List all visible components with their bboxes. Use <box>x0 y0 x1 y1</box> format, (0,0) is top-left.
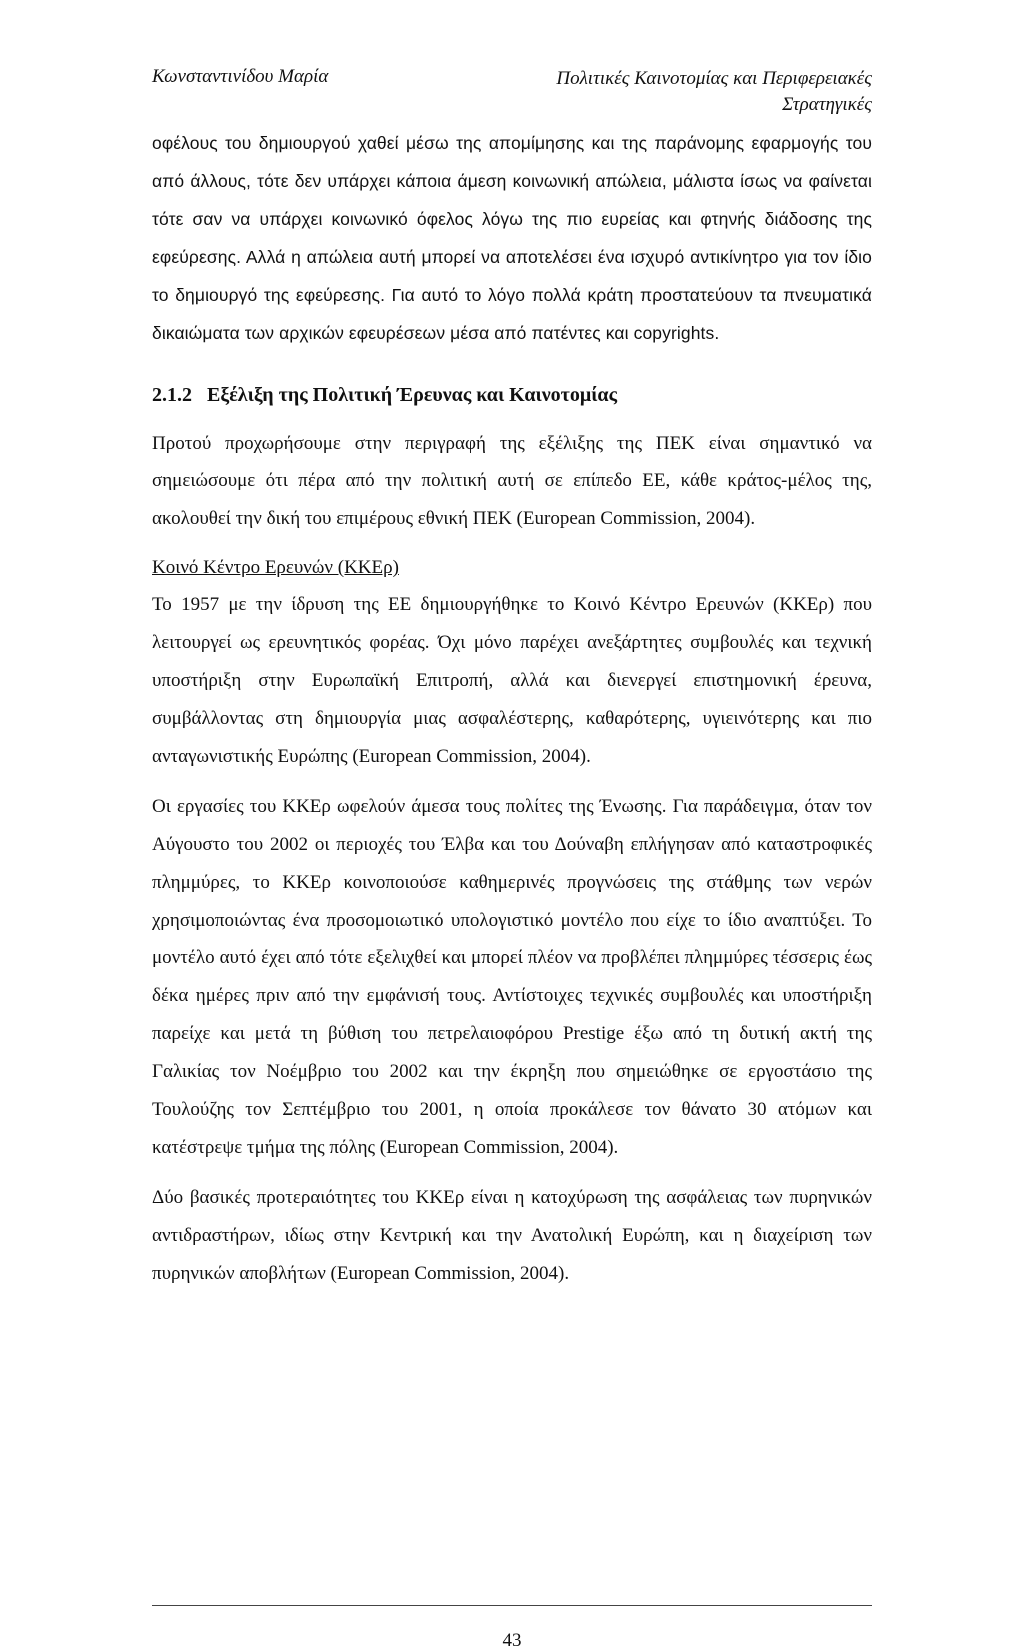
section-intro-paragraph: Προτού προχωρήσουμε στην περιγραφή της εξέλιξης της ΠΕΚ είναι σημαντικό να σημειώσουμε ότι πέρα από την πολιτική αυτή σε επίπεδο ΕΕ, κάθε κράτος-μέλος της, ακολουθεί την δική του επιμέρους εθνική ΠΕΚ (European Commission, 2004). <box>152 432 872 530</box>
intro-paragraph: οφέλους του δημιουργού χαθεί μέσω της απομίμησης και της παράνομης εφαρμογής του από άλλους, τότε δεν υπάρχει κάποια άμεση κοινωνική απώλεια, μάλιστα ίσως να φαίνεται τότε σαν να υπάρχει κοινωνικό όφελος λόγω της πιο ευρείας και φτηνής διάδοσης της εφεύρεσης. Αλλά η απώλεια αυτή μπορεί να αποτελέσει ένα ισχυρό αντικίνητρο για τον ίδιο το δημιουργό της εφεύρεσης. Για αυτό το λόγο πολλά κράτη προστατεύουν τα πνευματικά δικαιώματα των αρχικών εφευρέσεων μέσα από πατέντες και copyrights. <box>152 133 872 344</box>
paragraph-jrc-founding: Το 1957 με την ίδρυση της ΕΕ δημιουργήθηκε το Κοινό Κέντρο Ερευνών (ΚΚΕρ) που λειτουργεί ως ερευνητικός φορέας. Όχι μόνο παρέχει ανεξάρτητες συμβουλές και τεχνική υποστήριξη στην Ευρωπαϊκή Επιτροπή, αλλά και διενεργεί επιστημονική έρευνα, συμβάλλοντας στη δημιουργία μιας ασφαλέστερης, καθαρότερης, υγιεινότερης και πιο ανταγωνιστικής Ευρώπης (European Commission, 2004). <box>152 594 872 767</box>
paragraph-jrc-priorities: Δύο βασικές προτεραιότητες του ΚΚΕρ είναι η κατοχύρωση της ασφάλειας των πυρηνικών αντιδραστήρων, ιδίως στην Κεντρική και την Ανατολική Ευρώπη, και η διαχείριση των πυρηνικών αποβλήτων (European Commission, 2004). <box>152 1186 872 1284</box>
paragraph-jrc-work: Οι εργασίες του ΚΚΕρ ωφελούν άμεσα τους πολίτες της Ένωσης. Για παράδειγμα, όταν τον Αύγουστο του 2002 οι περιοχές του Έλβα και του Δούναβη επλήγησαν από καταστροφικές πλημμύρες, το ΚΚΕρ κοινοποιούσε καθημερινές προγνώσεις της στάθμης των νερών χρησιμοποιώντας ένα προσομοιωτικό υπολογιστικό μοντέλο που είχε το ίδιο αναπτύξει. Το μοντέλο αυτό έχει από τότε εξελιχθεί και μπορεί πλέον να προβλέπει πλημμύρες τέσσερις έως δέκα ημέρες πριν από την εμφάνισή τους. Αντίστοιχες τεχνικές συμβουλές και υποστήριξη παρείχε και μετά τη βύθιση του πετρελαιοφόρου Prestige έξω από τη δυτική ακτή της Γαλικίας τον Νοέμβριο του 2002 και την έκρηξη που σημειώθηκε σε εργοστάσιο της Τουλούζης τον Σεπτέμβριο του 2001, η οποία προκάλεσε τον θάνατο 30 ατόμων και κατέστρεψε τμήμα της πόλης (European Commission, 2004). <box>152 795 872 1158</box>
page-body <box>152 124 872 1305</box>
section-title: Εξέλιξη της Πολιτική Έρευνας και Καινοτομίας <box>207 383 617 406</box>
running-header-title: Πολιτικές Καινοτομίας και Περιφερειακές Στρατηγικές <box>556 68 872 115</box>
section-number: 2.1.2 <box>152 383 192 406</box>
page-number: 43 <box>502 1630 522 1651</box>
running-header-author: Κωνσταντινίδου Μαρία <box>152 66 329 87</box>
subheading-jrc: Κοινό Κέντρο Ερευνών (ΚΚΕρ) <box>152 557 399 579</box>
footer-divider <box>152 1605 872 1606</box>
section-heading <box>152 381 872 409</box>
